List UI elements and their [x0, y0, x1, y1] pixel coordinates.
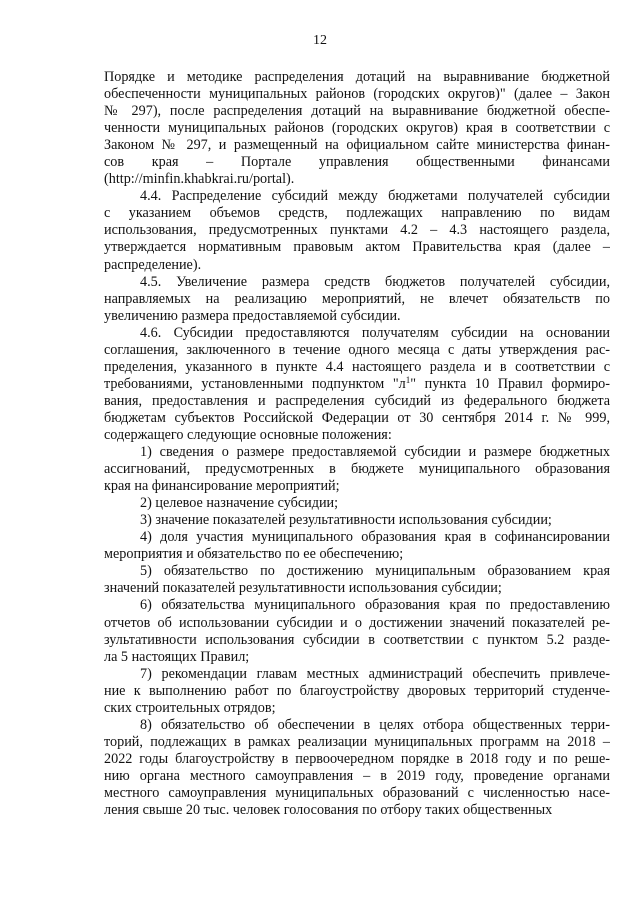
text-line: сов края – Портале управления общественными финансами	[104, 154, 610, 171]
paragraph-p-4-4	[104, 188, 610, 273]
text-line: распределение).	[104, 256, 202, 273]
text-line: Порядке и методике распределения дотаций на выравнивание бюджетной	[104, 69, 610, 85]
text-line: зультативности использования субсидии в соответствии с пунктом 5.2 разде-	[104, 631, 610, 648]
paragraph-item-6	[104, 597, 610, 665]
text-line: 6) обязательства муниципального образования края по предоставлению	[140, 597, 610, 614]
text-line: с указанием объемов средств, подлежащих направлению по видам	[104, 205, 610, 222]
text-line: 4.6. Субсидии предоставляются получателям субсидии на основании	[140, 324, 610, 341]
text-line: 2) целевое назначение субсидии;	[140, 495, 339, 512]
paragraph-item-5	[104, 563, 610, 597]
paragraph-item-2	[104, 495, 610, 512]
text-line: 4.4. Распределение субсидий между бюджетами получателей субсидии	[140, 188, 610, 205]
text-line: ние к выполнению работ по благоустройству дворовых территорий студенче-	[104, 682, 610, 699]
text-line: 1) сведения о размере предоставляемой субсидии и размере бюджетных	[140, 444, 610, 461]
text-line: вания, предоставления и распределения субсидий из федерального бюджета	[104, 392, 610, 409]
text-line: содержащего следующие основные положения:	[104, 426, 392, 443]
text-line: Законом № 297, и размещенный на официальном сайте министерства финан-	[104, 137, 610, 154]
text-line: нию органа местного самоуправления – в 2019 году, проведение органами	[104, 767, 610, 784]
text-line: ских строительных отрядов;	[104, 699, 276, 716]
paragraph-item-3	[104, 512, 610, 529]
text-line: использования, предусмотренных пунктами 4.2 – 4.3 настоящего раздела,	[104, 222, 610, 239]
text-line: соглашения, заключенного в течение одного месяца с даты утверждения рас-	[104, 341, 610, 358]
text-line: № 297), после распределения дотаций на выравнивание бюджетной обеспе-	[104, 103, 610, 120]
text-line: торий, подлежащих в рамках реализации муниципальных программ на 2018 –	[104, 733, 610, 750]
text-line: ченности муниципальных районов (городских округов) края в соответствии с	[104, 120, 610, 137]
document-body	[104, 69, 610, 819]
paragraph-item-1	[104, 444, 610, 495]
paragraph-item-7	[104, 666, 610, 717]
text-line: (http://minfin.khabkrai.ru/portal).	[104, 171, 295, 188]
text-line: обеспеченности муниципальных районов (городских округов)" (далее – Закон	[104, 86, 610, 103]
paragraph-p-4-6	[104, 325, 610, 444]
text-line: местного самоуправления муниципальных образований с численностью насе-	[104, 784, 610, 801]
text-line: 4.5. Увеличение размера средств бюджетов получателей субсидии,	[140, 273, 610, 290]
paragraph-item-8	[104, 717, 610, 819]
text-line: ассигнований, предусмотренных в бюджете муниципального образования	[104, 461, 610, 478]
text-line: 5) обязательство по достижению муниципальным образованием края	[140, 563, 610, 580]
paragraph-continuation	[104, 69, 610, 188]
text-line: 3) значение показателей результативности использования субсидии;	[140, 512, 552, 529]
paragraph-item-4	[104, 529, 610, 563]
text-line: требованиями, установленными подпунктом "$л^1$" пункта 10 Правил формиро-	[104, 375, 610, 392]
text-line: 7) рекомендации главам местных администраций обеспечить привлече-	[140, 665, 610, 682]
page-number: 12	[313, 33, 327, 48]
text-line: края на финансирование мероприятий;	[104, 478, 340, 495]
text-line: 4) доля участия муниципального образования края в софинансировании	[140, 529, 610, 546]
text-line: 2022 годы благоустройству в первоочередном порядке в 2018 году и по реше-	[104, 750, 610, 767]
text-line: 8) обязательство об обеспечении в целях отбора общественных терри-	[140, 716, 610, 733]
text-line: увеличению размера предоставляемой субсидии.	[104, 307, 401, 324]
text-line: значений показателей результативности использования субсидии;	[104, 580, 502, 597]
text-line: направляемых на реализацию мероприятий, не влечет обязательств по	[104, 290, 610, 307]
text-line: бюджетам субъектов Российской Федерации от 30 сентября 2014 г. № 999,	[104, 409, 610, 426]
text-line: ления свыше 20 тыс. человек голосования по отбору таких общественных	[104, 802, 553, 819]
text-line: отчетов об использовании субсидии и о достижении значений показателей ре-	[104, 614, 610, 631]
paragraph-p-4-5	[104, 274, 610, 325]
text-line: ла 5 настоящих Правил;	[104, 648, 250, 665]
text-line: утверждается нормативным правовым актом Правительства края (далее –	[104, 239, 610, 256]
text-line: мероприятия и обязательство по ее обеспечению;	[104, 546, 404, 563]
text-line: пределения, указанного в пункте 4.4 настоящего раздела и в соответствии с	[104, 358, 610, 375]
